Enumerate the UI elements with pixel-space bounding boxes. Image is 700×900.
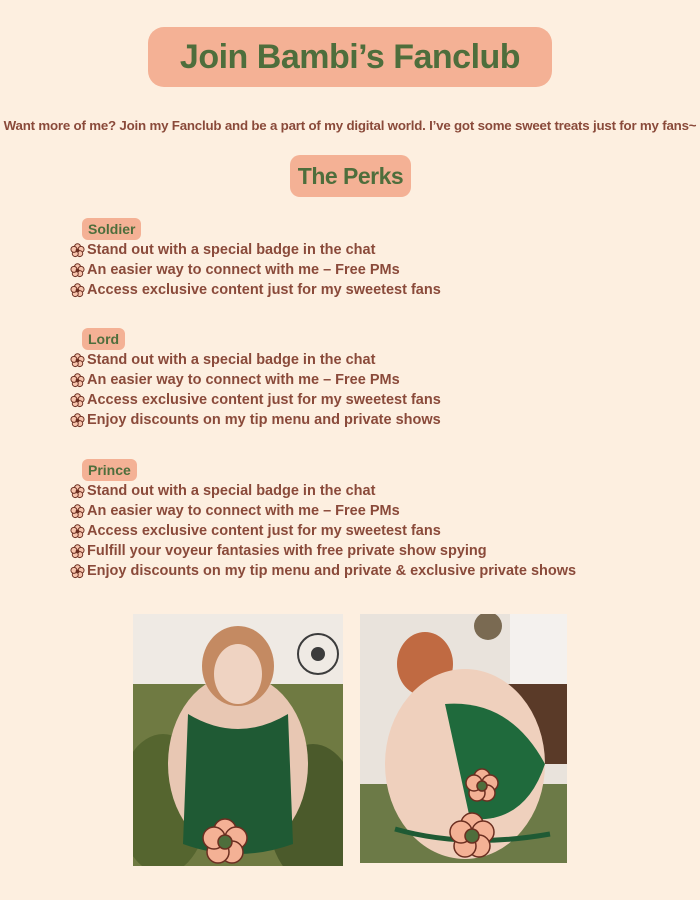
perk-text: Access exclusive content just for my sweetest fans <box>87 523 441 539</box>
list-item <box>70 561 576 581</box>
flower-icon <box>70 544 85 559</box>
flower-icon <box>70 504 85 519</box>
photo-left-illustration <box>133 614 343 866</box>
perk-text: Enjoy discounts on my tip menu and private & exclusive private shows <box>87 563 577 579</box>
list-item <box>70 410 441 430</box>
list-item <box>70 390 441 410</box>
tier-prince <box>70 459 576 581</box>
flower-icon <box>70 393 85 408</box>
intro-text: Want more of me? Join my Fanclub and be a part of my digital world. I’ve got some sweet treats just for my fans~ <box>3 118 697 133</box>
flower-icon <box>70 353 85 368</box>
list-item <box>70 350 441 370</box>
list-item <box>70 280 441 300</box>
perk-text: Access exclusive content just for my sweetest fans <box>87 392 441 408</box>
flower-icon <box>70 263 85 278</box>
flower-icon <box>70 413 85 428</box>
tier-lord <box>70 328 441 430</box>
perk-list-prince <box>70 481 576 581</box>
tier-label-soldier: Soldier <box>82 218 141 240</box>
page-title: Join Bambi’s Fanclub <box>179 37 521 76</box>
flower-icon <box>70 373 85 388</box>
perk-list-lord <box>70 350 441 430</box>
photo-left <box>133 614 343 866</box>
flower-icon <box>70 283 85 298</box>
flower-icon <box>70 564 85 579</box>
perks-heading: The Perks <box>297 162 404 189</box>
list-item <box>70 481 576 501</box>
list-item <box>70 260 441 280</box>
flower-icon <box>70 243 85 258</box>
perk-text: Fulfill your voyeur fantasies with free private show spying <box>87 543 487 559</box>
tier-label-prince: Prince <box>82 459 137 481</box>
flower-icon <box>70 484 85 499</box>
title-banner <box>148 27 552 87</box>
photo-right-illustration <box>360 614 567 863</box>
flower-icon <box>70 524 85 539</box>
perks-heading-banner <box>290 155 411 197</box>
perk-text: Stand out with a special badge in the chat <box>87 352 376 368</box>
perk-text: Enjoy discounts on my tip menu and private shows <box>87 412 441 428</box>
list-item <box>70 240 441 260</box>
list-item <box>70 501 576 521</box>
list-item <box>70 370 441 390</box>
perk-text: Access exclusive content just for my sweetest fans <box>87 282 441 298</box>
perk-text: Stand out with a special badge in the chat <box>87 483 376 499</box>
perk-text: An easier way to connect with me – Free PMs <box>87 262 400 278</box>
list-item <box>70 541 576 561</box>
photo-right <box>360 614 567 863</box>
perk-text: An easier way to connect with me – Free PMs <box>87 503 400 519</box>
tier-label-lord: Lord <box>82 328 125 350</box>
list-item <box>70 521 576 541</box>
perk-text: An easier way to connect with me – Free PMs <box>87 372 400 388</box>
perk-list-soldier <box>70 240 441 300</box>
perk-text: Stand out with a special badge in the chat <box>87 242 376 258</box>
tier-soldier <box>70 218 441 300</box>
